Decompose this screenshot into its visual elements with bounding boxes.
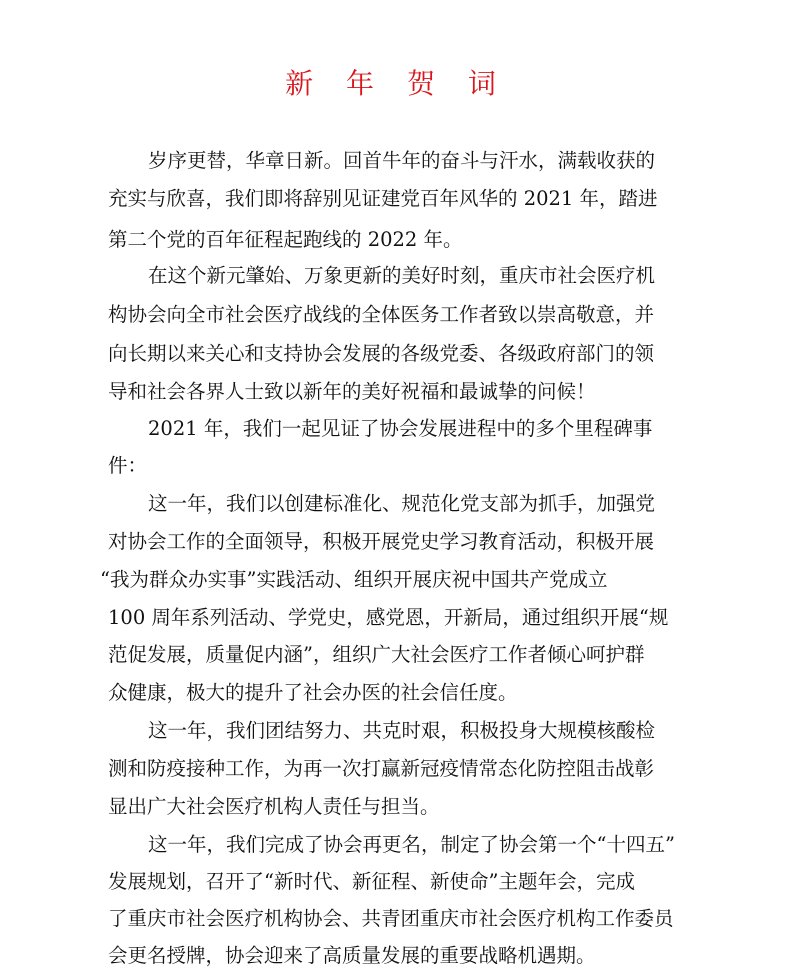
text-line: 会更名授牌，协会迎来了高质量发展的重要战略机遇期。 [108, 944, 596, 967]
text-line: 件： [108, 454, 148, 477]
text-line: 向长期以来关心和支持协会发展的各级党委、各级政府部门的领 [108, 342, 655, 365]
text-line: 了重庆市社会医疗机构协会、共青团重庆市社会医疗机构工作委员 [108, 907, 674, 930]
text-line: 这一年，我们团结努力、共克时艰，积极投身大规模核酸检 [148, 719, 656, 742]
document-title: 新 年 贺 词 [285, 67, 508, 100]
text-line: 在这个新元肇始、万象更新的美好时刻，重庆市社会医疗机 [148, 264, 656, 287]
text-line: 这一年，我们完成了协会再更名，制定了协会第一个“十四五” [148, 833, 675, 856]
text-line: 发展规划，召开了“新时代、新征程、新使命”主题年会，完成 [108, 870, 635, 893]
text-line: 2021 年，我们一起见证了协会发展进程中的多个里程碑事 [148, 417, 653, 440]
text-line: 导和社会各界人士致以新年的美好祝福和最诚挚的问候！ [108, 380, 596, 403]
text-line: 这一年，我们以创建标准化、规范化党支部为抓手，加强党 [148, 492, 656, 515]
text-line: 测和防疫接种工作，为再一次打赢新冠疫情常态化防控阻击战彰 [108, 757, 655, 780]
text-line: 100 周年系列活动、学党史，感党恩，开新局，通过组织开展“规 [108, 606, 669, 629]
text-line: “我为群众办实事”实践活动、组织开展庆祝中国共产党成立 [100, 568, 608, 591]
text-line: 第二个党的百年征程起跑线的 2022 年。 [108, 228, 463, 251]
text-line: 显出广大社会医疗机构人责任与担当。 [108, 795, 440, 818]
text-line: 岁序更替，华章日新。回首牛年的奋斗与汗水，满载收获的 [148, 149, 656, 172]
text-line: 范促发展，质量促内涵”，组织广大社会医疗工作者倾心呵护群 [108, 643, 645, 666]
text-line: 充实与欣喜，我们即将辞别见证建党百年风华的 2021 年，踏进 [108, 187, 658, 210]
text-line: 众健康，极大的提升了社会办医的社会信任度。 [108, 681, 518, 704]
text-line: 构协会向全市社会医疗战线的全体医务工作者致以崇高敬意，并 [108, 303, 655, 326]
text-line: 对协会工作的全面领导，积极开展党史学习教育活动，积极开展 [108, 530, 655, 553]
